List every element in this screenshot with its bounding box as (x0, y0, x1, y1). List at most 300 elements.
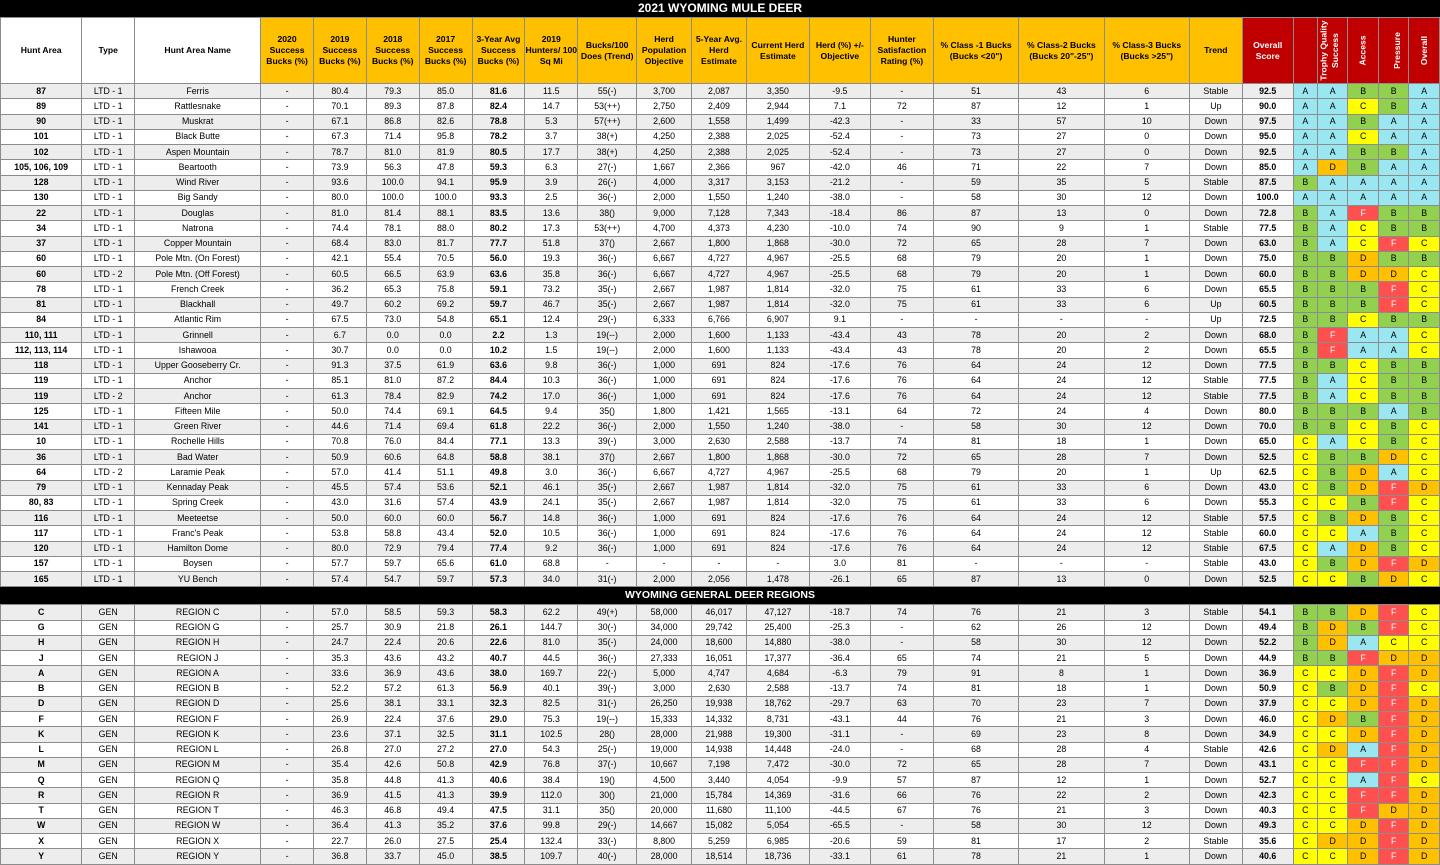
table-cell: Down (1189, 818, 1242, 833)
table-cell: 0 (1104, 206, 1189, 221)
table-cell: 1,667 (637, 160, 692, 175)
table-cell: LTD - 1 (82, 175, 135, 190)
table-cell: 68.8 (525, 556, 578, 571)
table-cell: 87.8 (419, 99, 472, 114)
table-cell: REGION L (135, 742, 261, 757)
table-cell: 73.0 (366, 312, 419, 327)
table-cell: 35(-) (578, 480, 637, 495)
grade-cell: C (1317, 495, 1347, 510)
grade-cell: B (1348, 114, 1378, 129)
table-cell: 73.9 (313, 160, 366, 175)
grade-cell: D (1348, 480, 1378, 495)
table-cell: 824 (746, 358, 809, 373)
table-cell: Down (1189, 620, 1242, 635)
table-cell: 1,814 (746, 297, 809, 312)
table-cell: 12 (1104, 389, 1189, 404)
grade-cell: A (1378, 114, 1408, 129)
table-cell: 33 (1019, 282, 1104, 297)
grade-cell: A (1348, 190, 1378, 205)
table-cell: 67.3 (313, 129, 366, 144)
table-cell: 75 (870, 480, 933, 495)
table-cell: 14.7 (525, 99, 578, 114)
ltd-hunt-areas (1, 84, 1440, 587)
table-cell: 80.2 (472, 221, 525, 236)
column-header: 2019 Success Bucks (%) (313, 18, 366, 84)
grade-cell: B (1378, 373, 1408, 388)
table-cell: 28,000 (637, 849, 692, 864)
table-cell: 81.0 (366, 373, 419, 388)
table-cell: 17 (1019, 834, 1104, 849)
table-row (1, 849, 1440, 864)
grade-cell: C (1293, 727, 1317, 742)
table-cell: 2,000 (637, 572, 692, 587)
table-cell: 25,400 (746, 620, 809, 635)
table-cell: 1,000 (637, 358, 692, 373)
table-cell: GEN (82, 651, 135, 666)
table-cell: 824 (746, 389, 809, 404)
table-cell: 14,880 (746, 635, 809, 650)
table-cell: 85.1 (313, 373, 366, 388)
table-cell: 79.3 (366, 84, 419, 99)
table-cell: 21 (1019, 803, 1104, 818)
column-header-label: Pressure (1391, 32, 1402, 69)
table-cell: 55(-) (578, 84, 637, 99)
grade-cell: D (1409, 803, 1440, 818)
table-cell: 5.3 (525, 114, 578, 129)
table-cell: 38.5 (472, 849, 525, 864)
table-cell: -17.6 (809, 358, 870, 373)
table-cell: 64 (933, 389, 1018, 404)
table-cell: -13.7 (809, 434, 870, 449)
table-cell: 35(-) (578, 635, 637, 650)
table-cell: LTD - 1 (82, 84, 135, 99)
table-cell: 61 (933, 480, 1018, 495)
table-cell: 35() (578, 803, 637, 818)
table-cell: GEN (82, 818, 135, 833)
table-cell: 50.8 (419, 757, 472, 772)
grade-cell: B (1317, 511, 1347, 526)
table-cell: 76 (870, 526, 933, 541)
table-row (1, 236, 1440, 251)
table-cell: -30.0 (809, 236, 870, 251)
table-cell: 30 (1019, 190, 1104, 205)
table-cell: 2 (1104, 343, 1189, 358)
table-row (1, 312, 1440, 327)
table-cell: 7 (1104, 236, 1189, 251)
table-cell: 30() (578, 788, 637, 803)
table-cell: 57.0 (313, 465, 366, 480)
table-cell: 1,987 (692, 495, 747, 510)
table-cell: 6.3 (525, 160, 578, 175)
table-cell: 6,667 (637, 267, 692, 282)
hunt-area-cell: 116 (1, 511, 82, 526)
table-cell: - (870, 190, 933, 205)
table-cell: 27 (1019, 145, 1104, 160)
table-cell: Down (1189, 712, 1242, 727)
table-cell: 52.1 (472, 480, 525, 495)
table-cell: 9.4 (525, 404, 578, 419)
table-cell: 72.9 (366, 541, 419, 556)
table-cell: 41.3 (366, 818, 419, 833)
table-cell: 71 (933, 160, 1018, 175)
table-cell: LTD - 1 (82, 114, 135, 129)
grade-cell: D (1348, 556, 1378, 571)
table-cell: - (261, 712, 314, 727)
table-cell: 691 (692, 389, 747, 404)
table-cell: - (261, 696, 314, 711)
column-header: Herd Population Objective (637, 18, 692, 84)
table-cell: 53.6 (419, 480, 472, 495)
table-cell: French Creek (135, 282, 261, 297)
table-cell: 4 (1104, 404, 1189, 419)
column-header-label: Overall (1418, 35, 1429, 66)
table-cell: 35(-) (578, 495, 637, 510)
table-cell: -38.0 (809, 419, 870, 434)
table-cell: 1,000 (637, 526, 692, 541)
table-cell: - (261, 495, 314, 510)
grade-cell: D (1317, 635, 1347, 650)
grade-cell: B (1378, 526, 1408, 541)
table-cell: 58.8 (366, 526, 419, 541)
table-row (1, 788, 1440, 803)
table-cell: 1,868 (746, 450, 809, 465)
table-cell: - (261, 282, 314, 297)
table-cell: 2,667 (637, 495, 692, 510)
table-cell: Fifteen Mile (135, 404, 261, 419)
table-cell: 2,630 (692, 681, 747, 696)
table-cell: 43.0 (1242, 480, 1293, 495)
table-cell: 1,000 (637, 541, 692, 556)
table-cell: 41.3 (419, 788, 472, 803)
grade-cell: B (1378, 84, 1408, 99)
table-cell: 6 (1104, 480, 1189, 495)
grade-cell: F (1378, 297, 1408, 312)
table-cell: 36(-) (578, 190, 637, 205)
grade-cell: B (1293, 404, 1317, 419)
hunt-area-cell: Y (1, 849, 82, 864)
table-cell: 17.3 (525, 221, 578, 236)
table-cell: 77.4 (472, 541, 525, 556)
grade-cell: F (1348, 651, 1378, 666)
table-row (1, 803, 1440, 818)
column-header: 2017 Success Bucks (%) (419, 18, 472, 84)
table-cell: - (261, 99, 314, 114)
table-cell: 1,814 (746, 282, 809, 297)
table-cell: 1,133 (746, 328, 809, 343)
table-cell: - (870, 620, 933, 635)
hunt-area-cell: 80, 83 (1, 495, 82, 510)
table-cell: 5 (1104, 175, 1189, 190)
table-cell: REGION F (135, 712, 261, 727)
table-cell: - (261, 312, 314, 327)
table-cell: 1 (1104, 666, 1189, 681)
table-cell: 19(--) (578, 712, 637, 727)
hunt-area-cell: J (1, 651, 82, 666)
table-cell: 95.9 (472, 175, 525, 190)
table-cell: 65 (870, 572, 933, 587)
table-cell: 19,938 (692, 696, 747, 711)
mule-deer-table (0, 17, 1440, 587)
table-cell: 51.8 (525, 236, 578, 251)
table-cell: 1 (1104, 221, 1189, 236)
table-cell: 1,133 (746, 343, 809, 358)
table-cell: 58,000 (637, 605, 692, 620)
hunt-area-cell: X (1, 834, 82, 849)
table-cell: 78 (933, 849, 1018, 864)
table-cell: 77.5 (1242, 221, 1293, 236)
table-cell: 7,343 (746, 206, 809, 221)
table-cell: 82.9 (419, 389, 472, 404)
table-cell: 36(-) (578, 541, 637, 556)
grade-cell: A (1317, 434, 1347, 449)
table-cell: 35 (1019, 175, 1104, 190)
table-cell: 46.8 (366, 803, 419, 818)
table-cell: REGION T (135, 803, 261, 818)
table-cell: GEN (82, 696, 135, 711)
grade-cell: A (1409, 99, 1440, 114)
table-cell: 40(-) (578, 849, 637, 864)
grade-cell: F (1348, 757, 1378, 772)
table-cell: 56.3 (366, 160, 419, 175)
hunt-area-cell: 130 (1, 190, 82, 205)
grade-cell: A (1378, 129, 1408, 144)
table-cell: 7,198 (692, 757, 747, 772)
table-cell: 31.6 (366, 495, 419, 510)
table-cell: 43.6 (419, 666, 472, 681)
grade-cell: F (1348, 788, 1378, 803)
table-cell: 46.1 (525, 480, 578, 495)
table-cell: 87 (933, 572, 1018, 587)
table-cell: REGION K (135, 727, 261, 742)
table-cell: 2,000 (637, 343, 692, 358)
grade-cell: F (1378, 495, 1408, 510)
table-cell: 35() (578, 404, 637, 419)
grade-cell: C (1293, 742, 1317, 757)
table-cell: 85.0 (419, 84, 472, 99)
table-cell: 60.5 (313, 267, 366, 282)
table-cell: 24 (1019, 404, 1104, 419)
table-cell: 7.1 (809, 99, 870, 114)
grade-cell: C (1317, 666, 1347, 681)
table-cell: 50.9 (1242, 681, 1293, 696)
table-cell: 38(+) (578, 129, 637, 144)
table-cell: - (261, 666, 314, 681)
table-cell: LTD - 1 (82, 511, 135, 526)
grade-cell: B (1378, 99, 1408, 114)
table-cell: 27 (1019, 129, 1104, 144)
table-cell: 87.2 (419, 373, 472, 388)
grade-cell: B (1378, 312, 1408, 327)
hunt-area-cell: R (1, 788, 82, 803)
table-cell: -33.1 (809, 849, 870, 864)
table-cell: 43.4 (419, 526, 472, 541)
table-cell: 40.1 (525, 681, 578, 696)
column-header (1409, 18, 1440, 84)
table-cell: 23.6 (313, 727, 366, 742)
grade-cell: A (1317, 236, 1347, 251)
hunt-area-cell: 128 (1, 175, 82, 190)
table-cell: 15,333 (637, 712, 692, 727)
table-cell: 77.5 (1242, 373, 1293, 388)
table-cell: 2,025 (746, 129, 809, 144)
table-cell: 43 (1019, 84, 1104, 99)
table-row (1, 818, 1440, 833)
column-header (1293, 18, 1329, 84)
table-cell: 72 (933, 404, 1018, 419)
table-row (1, 480, 1440, 495)
table-cell: 76.0 (366, 434, 419, 449)
table-cell: 14,332 (692, 712, 747, 727)
table-cell: 43.1 (1242, 757, 1293, 772)
hunt-area-cell: 37 (1, 236, 82, 251)
table-cell: 1 (1104, 434, 1189, 449)
table-row (1, 541, 1440, 556)
table-cell: 28,000 (637, 727, 692, 742)
table-cell: 94.1 (419, 175, 472, 190)
table-cell: 12.4 (525, 312, 578, 327)
section-title: WYOMING GENERAL DEER REGIONS (0, 587, 1440, 604)
grade-cell: D (1348, 267, 1378, 282)
table-cell: 52.7 (1242, 773, 1293, 788)
table-cell: 64 (933, 358, 1018, 373)
grade-cell: C (1409, 495, 1440, 510)
grade-cell: A (1348, 343, 1378, 358)
table-cell: 69.4 (419, 419, 472, 434)
table-cell: - (870, 727, 933, 742)
table-cell: 38() (578, 206, 637, 221)
grade-cell: D (1409, 818, 1440, 833)
table-cell: - (261, 419, 314, 434)
grade-cell: C (1409, 236, 1440, 251)
table-cell: 2 (1104, 788, 1189, 803)
table-cell: LTD - 1 (82, 434, 135, 449)
table-cell: 1.5 (525, 343, 578, 358)
table-cell: 55.4 (366, 251, 419, 266)
table-cell: 58.5 (366, 605, 419, 620)
table-cell: - (261, 818, 314, 833)
table-cell: 57.3 (472, 572, 525, 587)
grade-cell: A (1293, 190, 1317, 205)
table-cell: 17,377 (746, 651, 809, 666)
table-cell: 1,000 (637, 373, 692, 388)
table-cell: Pole Mtn. (On Forest) (135, 251, 261, 266)
table-cell: 81.0 (525, 635, 578, 650)
table-cell: 41.4 (366, 465, 419, 480)
grade-cell: B (1409, 358, 1440, 373)
grade-cell: A (1409, 129, 1440, 144)
table-cell: 5,054 (746, 818, 809, 833)
table-cell: LTD - 1 (82, 328, 135, 343)
table-cell: Down (1189, 651, 1242, 666)
table-cell: 68 (870, 267, 933, 282)
grade-cell: A (1317, 99, 1347, 114)
table-cell: 59.3 (472, 160, 525, 175)
table-cell: 92.5 (1242, 145, 1293, 160)
table-cell: 30.7 (313, 343, 366, 358)
table-cell: - (261, 251, 314, 266)
grade-cell: C (1317, 818, 1347, 833)
table-cell: 2,667 (637, 297, 692, 312)
table-cell: - (870, 145, 933, 160)
grade-cell: C (1293, 556, 1317, 571)
grade-cell: B (1378, 541, 1408, 556)
table-cell: - (261, 788, 314, 803)
table-cell: 60.6 (366, 450, 419, 465)
table-cell: 49.7 (313, 297, 366, 312)
grade-cell: B (1293, 221, 1317, 236)
table-cell: 63.9 (419, 267, 472, 282)
table-cell: Anchor (135, 373, 261, 388)
table-cell: 32.3 (472, 696, 525, 711)
table-cell: - (261, 635, 314, 650)
table-cell: 37.9 (1242, 696, 1293, 711)
table-cell: 2,000 (637, 328, 692, 343)
table-cell: 42.6 (1242, 742, 1293, 757)
table-cell: -52.4 (809, 129, 870, 144)
hunt-area-cell: 125 (1, 404, 82, 419)
table-cell: 67.5 (1242, 541, 1293, 556)
table-cell: Hamilton Dome (135, 541, 261, 556)
table-cell: 3,440 (692, 773, 747, 788)
grade-cell: C (1348, 99, 1378, 114)
table-cell: 75 (870, 297, 933, 312)
table-cell: 824 (746, 541, 809, 556)
table-cell: 76 (933, 605, 1018, 620)
table-cell: Down (1189, 190, 1242, 205)
table-cell: 90.0 (1242, 99, 1293, 114)
grade-cell: B (1317, 465, 1347, 480)
table-cell: GEN (82, 727, 135, 742)
table-row (1, 605, 1440, 620)
grade-cell: C (1293, 450, 1317, 465)
grade-cell: A (1317, 84, 1347, 99)
table-cell: 93.6 (313, 175, 366, 190)
table-cell: 6,985 (746, 834, 809, 849)
column-header: 2019 Hunters/ 100 Sq Mi (525, 18, 578, 84)
table-cell: 53(++) (578, 99, 637, 114)
grade-cell: D (1378, 803, 1408, 818)
column-header: 3-Year Avg Success Bucks (%) (472, 18, 525, 84)
grade-cell: D (1348, 696, 1378, 711)
table-cell: 2.5 (525, 190, 578, 205)
grade-cell: B (1348, 495, 1378, 510)
table-cell: 4,700 (637, 221, 692, 236)
table-cell: - (261, 834, 314, 849)
grade-cell: A (1317, 175, 1347, 190)
table-row (1, 343, 1440, 358)
table-cell: 44.5 (525, 651, 578, 666)
table-cell: 53.8 (313, 526, 366, 541)
table-cell: 18,600 (692, 635, 747, 650)
table-cell: 33.6 (313, 666, 366, 681)
table-cell: 36.9 (313, 788, 366, 803)
table-row (1, 175, 1440, 190)
grade-cell: A (1409, 145, 1440, 160)
table-cell: Down (1189, 251, 1242, 266)
grade-cell: C (1409, 620, 1440, 635)
grade-cell: F (1378, 236, 1408, 251)
grade-cell: F (1378, 712, 1408, 727)
table-cell: Beartooth (135, 160, 261, 175)
column-header-label: Success (1329, 33, 1340, 68)
table-cell: 54.1 (1242, 605, 1293, 620)
table-cell: 30 (1019, 635, 1104, 650)
table-cell: 35.2 (419, 818, 472, 833)
table-cell: 2,025 (746, 145, 809, 160)
table-cell: 46.3 (313, 803, 366, 818)
table-row (1, 450, 1440, 465)
grade-cell: B (1293, 389, 1317, 404)
